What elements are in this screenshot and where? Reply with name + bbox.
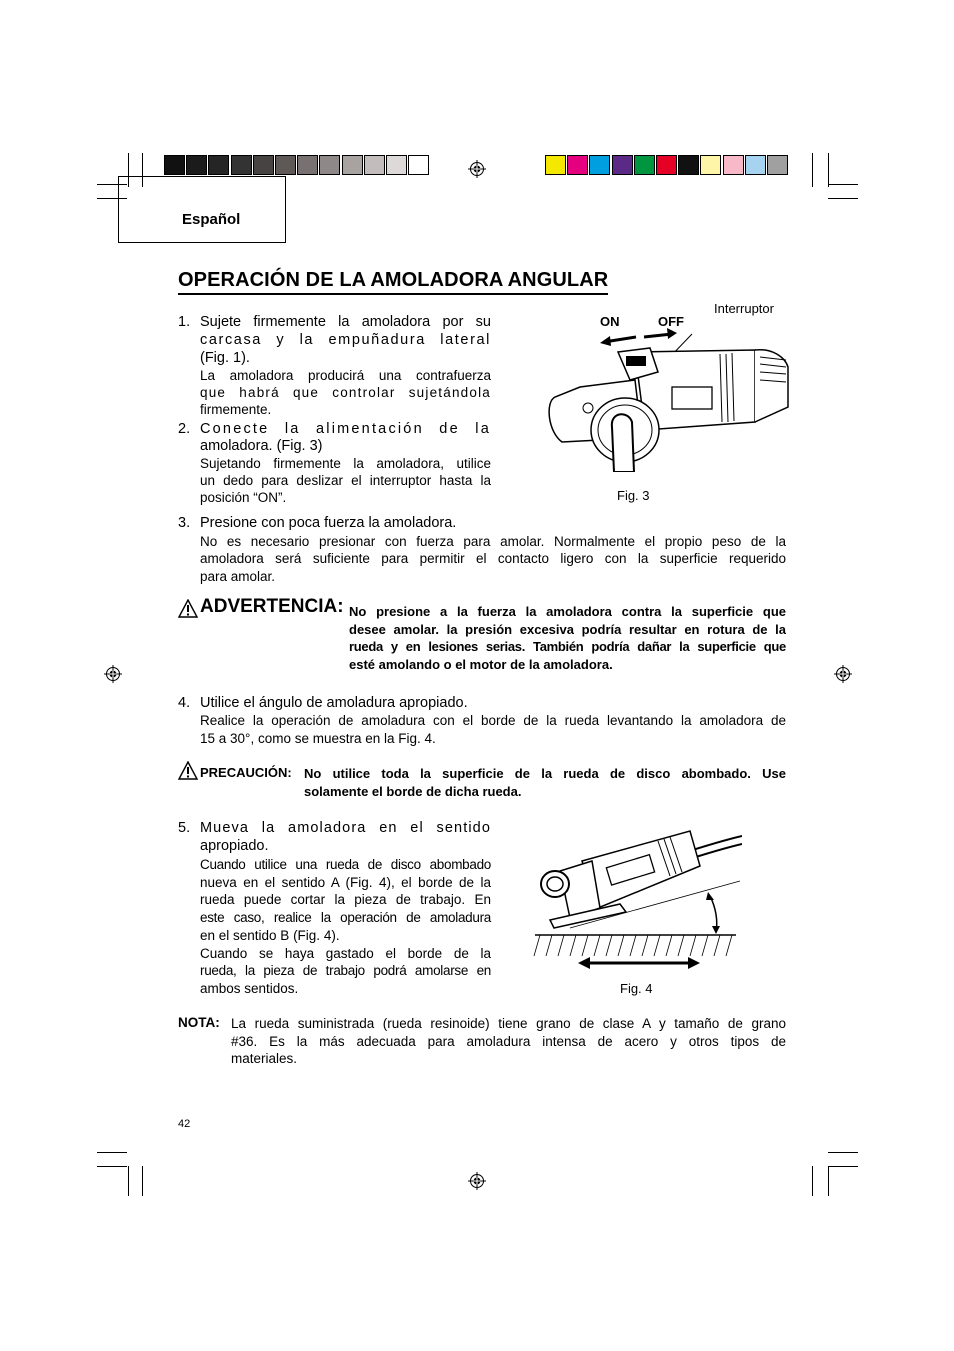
step-detail-line: en el sentido B (Fig. 4). bbox=[200, 928, 340, 943]
step-heading: Utilice el ángulo de amoladura apropiado. bbox=[200, 695, 468, 711]
caution-line: solamente el borde de dicha rueda. bbox=[304, 784, 522, 799]
gray-swatch bbox=[231, 155, 252, 175]
grinding-angle-illustration bbox=[530, 826, 742, 974]
warning-line: No presione a la fuerza la amoladora contra la superficie que bbox=[349, 604, 786, 619]
caution-title: PRECAUCIÓN: bbox=[200, 765, 292, 780]
gray-swatch bbox=[297, 155, 318, 175]
note-label: NOTA: bbox=[178, 1015, 220, 1030]
language-tab bbox=[118, 176, 286, 243]
step-detail-line: firmemente. bbox=[200, 402, 272, 417]
color-swatch bbox=[700, 155, 721, 175]
note-line: #36. Es la más adecuada para amoladura intensa de acero y otros tipos de bbox=[231, 1034, 786, 1049]
step-heading-line: Sujete firmemente la amoladora por su bbox=[200, 314, 491, 330]
registration-mark-icon bbox=[468, 160, 486, 178]
color-swatch bbox=[612, 155, 633, 175]
color-swatch bbox=[745, 155, 766, 175]
step-heading-line: Mueva la amoladora en el sentido bbox=[200, 820, 491, 836]
color-swatch bbox=[767, 155, 788, 175]
step-heading-line: Conecte la alimentación de la bbox=[200, 421, 491, 437]
step-detail-line: un dedo para deslizar el interruptor hasta la bbox=[200, 473, 491, 488]
step-detail-line: Sujetando firmemente la amoladora, utilice bbox=[200, 456, 491, 471]
page-number: 42 bbox=[178, 1118, 191, 1130]
step-detail-line: este caso, realice la operación de amoladura bbox=[200, 910, 491, 925]
step-heading-line: carcasa y la empuñadura lateral bbox=[200, 332, 491, 348]
note-line: La rueda suministrada (rueda resinoide) tiene grano de clase A y tamaño de grano bbox=[231, 1016, 786, 1031]
color-swatch bbox=[723, 155, 744, 175]
page-title: OPERACIÓN DE LA AMOLADORA ANGULAR bbox=[178, 268, 608, 295]
warning-line: esté amolando o el motor de la amoladora. bbox=[349, 657, 613, 672]
step-heading: Presione con poca fuerza la amoladora. bbox=[200, 515, 457, 531]
gray-swatch bbox=[342, 155, 363, 175]
color-swatch bbox=[678, 155, 699, 175]
angle-grinder-switch-illustration bbox=[540, 312, 790, 472]
gray-swatch bbox=[164, 155, 185, 175]
step-number: 5. bbox=[178, 820, 191, 836]
color-swatch bbox=[656, 155, 677, 175]
step-number: 2. bbox=[178, 421, 191, 437]
warning-title: ADVERTENCIA: bbox=[200, 596, 344, 617]
figure-caption: Fig. 3 bbox=[617, 488, 650, 503]
on-label: ON bbox=[600, 314, 620, 329]
gray-swatch bbox=[208, 155, 229, 175]
color-swatch bbox=[589, 155, 610, 175]
step-heading-line: amoladora. (Fig. 3) bbox=[200, 438, 323, 454]
step-detail-line: Realice la operación de amoladura con el borde de la rueda levantando la amoladora de bbox=[200, 713, 786, 728]
note-line: materiales. bbox=[231, 1051, 298, 1066]
gray-swatch bbox=[364, 155, 385, 175]
gray-swatch bbox=[186, 155, 207, 175]
color-swatch bbox=[567, 155, 588, 175]
off-label: OFF bbox=[658, 314, 684, 329]
gray-swatch bbox=[275, 155, 296, 175]
step-heading-line: (Fig. 1). bbox=[200, 350, 250, 366]
step-detail-line: 15 a 30°, como se muestra en la Fig. 4. bbox=[200, 731, 436, 746]
step-number: 3. bbox=[178, 515, 191, 531]
step-detail-line: nueva en el sentido A (Fig. 4), el borde de la bbox=[200, 875, 491, 890]
step-detail-line: Cuando se haya gastado el borde de la bbox=[200, 946, 491, 961]
gray-swatch bbox=[319, 155, 340, 175]
switch-label: Interruptor bbox=[714, 301, 774, 316]
warning-line: rueda y en lesiones serias. También podría dañar la superficie que bbox=[349, 639, 786, 654]
language-label: Español bbox=[182, 211, 241, 228]
step-detail-line: La amoladora producirá una contrafuerza bbox=[200, 368, 491, 383]
step-number: 1. bbox=[178, 314, 191, 330]
registration-mark-icon bbox=[104, 665, 122, 683]
gray-swatch bbox=[386, 155, 407, 175]
registration-mark-icon bbox=[834, 665, 852, 683]
step-heading-line: apropiado. bbox=[200, 838, 269, 854]
caution-line: No utilice toda la superficie de la rueda de disco abombado. Use bbox=[304, 766, 786, 781]
figure-caption: Fig. 4 bbox=[620, 981, 653, 996]
step-detail-line: No es necesario presionar con fuerza para amolar. Normalmente el propio peso de la bbox=[200, 534, 786, 549]
step-detail-line: para amolar. bbox=[200, 569, 276, 584]
caution-triangle-icon bbox=[178, 761, 198, 780]
warning-triangle-icon bbox=[178, 599, 198, 618]
color-swatch bbox=[634, 155, 655, 175]
color-swatch bbox=[545, 155, 566, 175]
gray-swatch bbox=[408, 155, 429, 175]
step-detail-line: posición “ON”. bbox=[200, 490, 287, 505]
step-detail-line: que habrá que controlar sujetándola bbox=[200, 385, 491, 400]
warning-line: desee amolar. la presión excesiva podría resultar en rotura de la bbox=[349, 622, 786, 637]
step-detail-line: rueda, la pieza de trabajo podrá amolarse en bbox=[200, 963, 491, 978]
step-detail-line: amoladora será suficiente para permitir el contacto ligero con la superficie requerido bbox=[200, 551, 786, 566]
registration-mark-icon bbox=[468, 1172, 486, 1190]
step-detail-line: ambos sentidos. bbox=[200, 981, 299, 996]
step-detail-line: Cuando utilice una rueda de disco abombado bbox=[200, 857, 491, 872]
step-detail-line: rueda puede cortar la pieza de trabajo. En bbox=[200, 892, 491, 907]
step-number: 4. bbox=[178, 695, 191, 711]
gray-swatch bbox=[253, 155, 274, 175]
